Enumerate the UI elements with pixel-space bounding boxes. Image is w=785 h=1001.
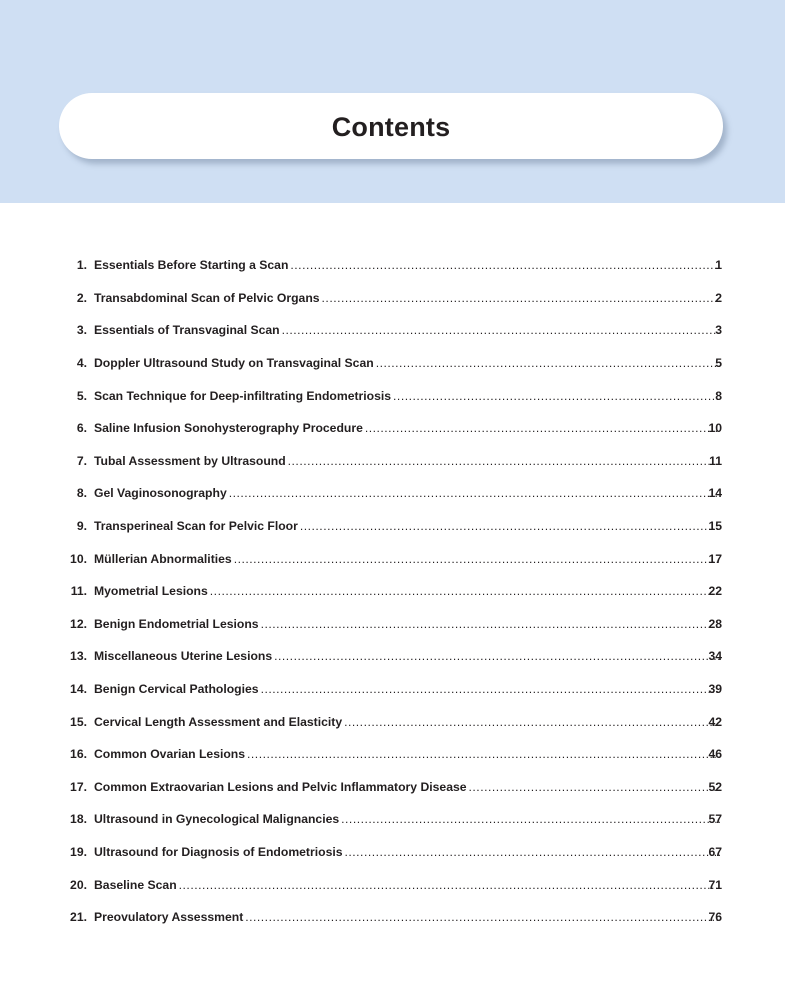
- dot-leader: [245, 910, 720, 924]
- toc-entry-number: 15.: [70, 714, 87, 729]
- toc-entry-page-number[interactable]: 11: [709, 453, 722, 468]
- toc-entry-line: [94, 649, 723, 663]
- toc-entry[interactable]: [0, 379, 785, 412]
- toc-entry[interactable]: [0, 738, 785, 771]
- toc-entry-page-number[interactable]: 8: [715, 388, 722, 403]
- toc-entry-title[interactable]: Ultrasound for Diagnosis of Endometriosis: [94, 844, 343, 859]
- toc-entry-title[interactable]: Preovulatory Assessment: [94, 910, 244, 925]
- toc-entry[interactable]: [0, 901, 785, 934]
- toc-entry-line: [94, 486, 723, 500]
- toc-entry-page-number[interactable]: 14: [708, 486, 722, 501]
- toc-entry-title[interactable]: Essentials of Transvaginal Scan: [94, 323, 280, 338]
- toc-entry-page-number[interactable]: 2: [715, 290, 722, 305]
- toc-entry-line: [94, 584, 723, 598]
- toc-entry-title[interactable]: Transperineal Scan for Pelvic Floor: [94, 519, 298, 534]
- toc-entry-title[interactable]: Cervical Length Assessment and Elasticity: [94, 714, 343, 729]
- toc-entry-number: 10.: [70, 551, 87, 566]
- page-title: Contents: [331, 111, 451, 142]
- toc-entry-line: [94, 519, 723, 533]
- toc-entry-number: 20.: [70, 877, 87, 892]
- toc-entry-title[interactable]: Gel Vaginosonography: [94, 486, 227, 501]
- toc-entry-number: 6.: [76, 421, 87, 436]
- toc-entry-line: [94, 323, 723, 337]
- toc-entry-title[interactable]: Myometrial Lesions: [94, 584, 208, 599]
- dot-leader: [234, 552, 720, 566]
- toc-entry-title[interactable]: Scan Technique for Deep-infiltrating Endometriosis: [94, 388, 392, 403]
- toc-entry-line: [94, 812, 723, 826]
- toc-entry-line: [94, 258, 723, 272]
- dot-leader: [247, 747, 720, 761]
- dot-leader: [344, 715, 720, 729]
- toc-entry-title[interactable]: Benign Endometrial Lesions: [94, 616, 259, 631]
- toc-entry-page-number[interactable]: 1: [715, 258, 722, 273]
- toc-entry-title[interactable]: Common Extraovarian Lesions and Pelvic Inflammatory Disease: [94, 779, 467, 794]
- toc-entry[interactable]: [0, 249, 785, 282]
- dot-leader: [288, 454, 720, 468]
- dot-leader: [261, 617, 720, 631]
- dot-leader: [393, 389, 720, 403]
- toc-entry-page-number[interactable]: 15: [708, 519, 722, 534]
- dot-leader: [282, 323, 720, 337]
- toc-entry-number: 2.: [76, 290, 87, 305]
- toc-entry[interactable]: [0, 705, 785, 738]
- toc-entry[interactable]: [0, 868, 785, 901]
- toc-entry-title[interactable]: Baseline Scan: [94, 877, 177, 892]
- toc-entry-number: 17.: [70, 779, 87, 794]
- toc-entry[interactable]: [0, 836, 785, 869]
- toc-entry[interactable]: [0, 412, 785, 445]
- toc-entry[interactable]: [0, 673, 785, 706]
- toc-entry[interactable]: [0, 282, 785, 315]
- toc-entry-line: [94, 845, 723, 859]
- toc-entry-number: 4.: [76, 356, 87, 371]
- toc-entry-number: 13.: [70, 649, 87, 664]
- toc-entry[interactable]: [0, 542, 785, 575]
- toc-entry-page-number[interactable]: 3: [715, 323, 722, 338]
- toc-entry-number: 1.: [76, 258, 87, 273]
- toc-entry-number: 14.: [70, 682, 87, 697]
- dot-leader: [322, 291, 720, 305]
- toc-entry-page-number[interactable]: 28: [708, 616, 722, 631]
- toc-entry-page-number[interactable]: 76: [708, 910, 722, 925]
- toc-entry-page-number[interactable]: 10: [708, 421, 722, 436]
- toc-entry-page-number[interactable]: 34: [708, 649, 722, 664]
- toc-entry-number: 7.: [76, 453, 87, 468]
- toc-entry[interactable]: [0, 477, 785, 510]
- header-band: [0, 0, 785, 203]
- dot-leader: [341, 812, 720, 826]
- toc-entry[interactable]: [0, 608, 785, 641]
- toc-entry-page-number[interactable]: 71: [708, 877, 722, 892]
- toc-entry-line: [94, 552, 723, 566]
- toc-entry-line: [94, 747, 723, 761]
- toc-entry-page-number[interactable]: 22: [708, 584, 722, 599]
- toc-entry-page-number[interactable]: 46: [708, 747, 722, 762]
- toc-entry-title[interactable]: Ultrasound in Gynecological Malignancies: [94, 812, 340, 827]
- toc-entry-line: [94, 878, 723, 892]
- toc-entry-page-number[interactable]: 39: [708, 682, 722, 697]
- toc-entry[interactable]: [0, 575, 785, 608]
- dot-leader: [290, 258, 720, 272]
- toc-entry-number: 5.: [76, 388, 87, 403]
- toc-entry-number: 12.: [70, 616, 87, 631]
- toc-entry[interactable]: [0, 771, 785, 804]
- toc-entry-line: [94, 682, 723, 696]
- toc-entry-number: 8.: [76, 486, 87, 501]
- toc-entry-title[interactable]: Common Ovarian Lesions: [94, 747, 246, 762]
- toc-entry-number: 11.: [70, 584, 87, 599]
- dot-leader: [376, 356, 720, 370]
- toc-entry-title[interactable]: Transabdominal Scan of Pelvic Organs: [94, 290, 320, 305]
- toc-entry-number: 19.: [70, 844, 87, 859]
- table-of-contents: [0, 249, 785, 933]
- dot-leader: [261, 682, 720, 696]
- toc-entry-number: 21.: [70, 910, 87, 925]
- toc-entry-title[interactable]: Müllerian Abnormalities: [94, 551, 232, 566]
- toc-entry-title[interactable]: Miscellaneous Uterine Lesions: [94, 649, 273, 664]
- toc-entry-line: [94, 421, 723, 435]
- toc-entry[interactable]: [0, 510, 785, 543]
- dot-leader: [210, 584, 720, 598]
- toc-entry-number: 18.: [70, 812, 87, 827]
- toc-entry-title[interactable]: Tubal Assessment by Ultrasound: [94, 453, 286, 468]
- toc-entry-title[interactable]: Benign Cervical Pathologies: [94, 682, 259, 697]
- toc-entry[interactable]: [0, 640, 785, 673]
- toc-entry-line: [94, 291, 723, 305]
- toc-entry-line: [94, 715, 723, 729]
- toc-entry-page-number[interactable]: 42: [708, 714, 722, 729]
- toc-entry-line: [94, 356, 723, 370]
- toc-entry[interactable]: [0, 347, 785, 380]
- toc-entry-number: 9.: [76, 519, 87, 534]
- dot-leader: [365, 421, 720, 435]
- toc-entry-line: [94, 389, 723, 403]
- toc-entry-title[interactable]: Doppler Ultrasound Study on Transvaginal Scan: [94, 356, 374, 371]
- dot-leader: [300, 519, 720, 533]
- dot-leader: [179, 878, 720, 892]
- toc-entry[interactable]: [0, 314, 785, 347]
- toc-entry-page-number[interactable]: 5: [715, 356, 722, 371]
- toc-entry-line: [94, 780, 723, 794]
- toc-entry-line: [94, 910, 723, 924]
- toc-entry[interactable]: [0, 445, 785, 478]
- toc-entry-title[interactable]: Essentials Before Starting a Scan: [94, 258, 289, 273]
- toc-entry-page-number[interactable]: 52: [708, 779, 722, 794]
- toc-entry[interactable]: [0, 803, 785, 836]
- toc-entry-page-number[interactable]: 57: [708, 812, 722, 827]
- dot-leader: [345, 845, 720, 859]
- toc-entry-number: 16.: [70, 747, 87, 762]
- dot-leader: [274, 649, 720, 663]
- toc-entry-title[interactable]: Saline Infusion Sonohysterography Procedure: [94, 421, 363, 436]
- title-banner: [59, 93, 723, 159]
- toc-entry-number: 3.: [76, 323, 87, 338]
- toc-entry-page-number[interactable]: 67: [708, 844, 722, 859]
- toc-entry-line: [94, 454, 723, 468]
- dot-leader: [229, 486, 720, 500]
- toc-entry-line: [94, 617, 723, 631]
- toc-entry-page-number[interactable]: 17: [708, 551, 722, 566]
